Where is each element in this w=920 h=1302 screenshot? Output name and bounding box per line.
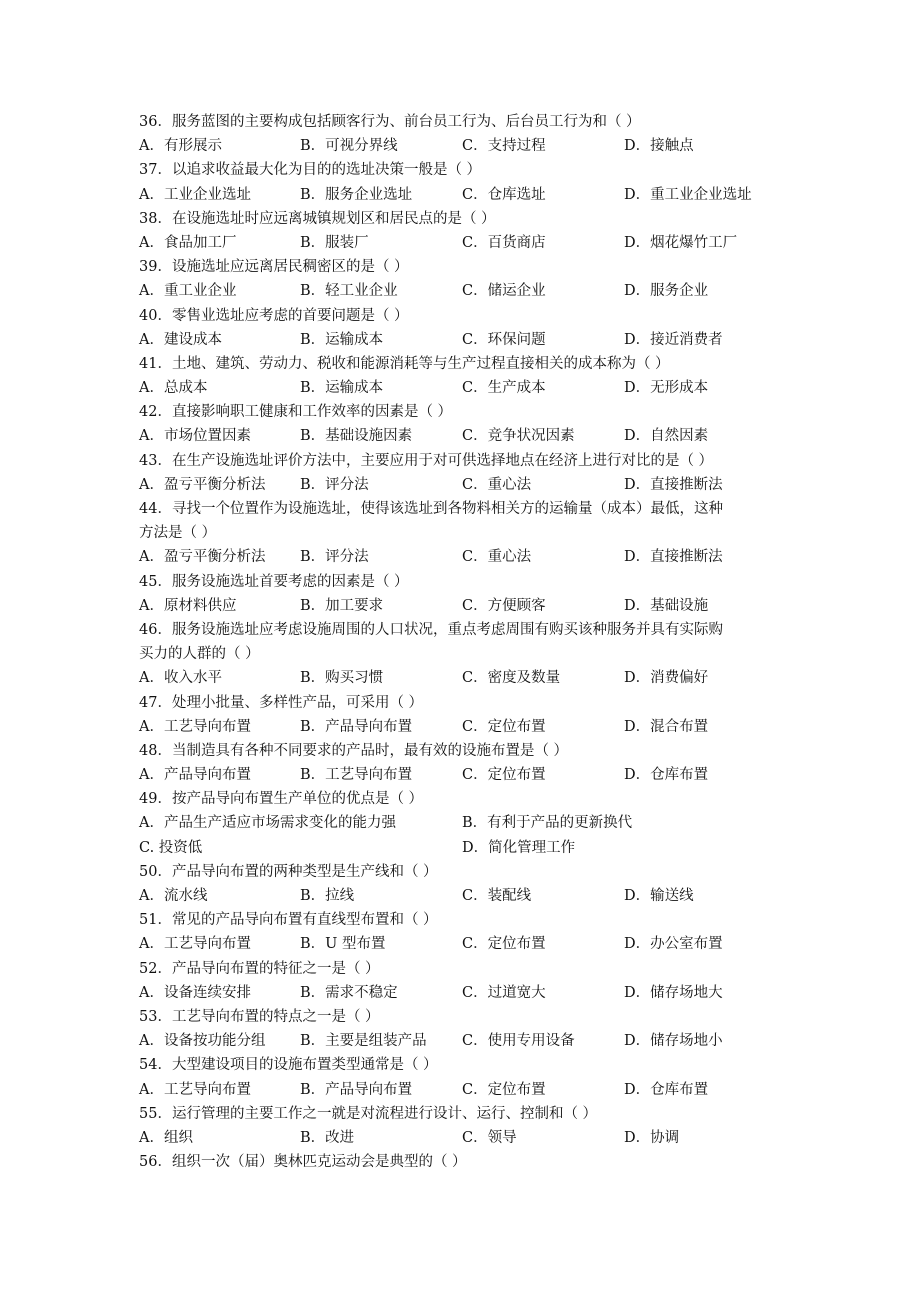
options-row xyxy=(139,376,789,400)
answer-option: C．定位布置 xyxy=(462,936,546,953)
answer-option: D．储存场地大 xyxy=(624,984,723,1001)
options-row xyxy=(139,1126,789,1150)
question-stem: 45．服务设施选址首要考虑的因素是（ ） xyxy=(139,573,409,590)
answer-option: A．产品导向布置 xyxy=(139,767,251,784)
answer-option: B．U 型布置 xyxy=(300,936,386,953)
options-row xyxy=(139,231,789,255)
answer-option: D．办公室布置 xyxy=(624,936,723,953)
answer-option: B．运输成本 xyxy=(300,331,384,348)
answer-option: C．环保问题 xyxy=(462,331,546,348)
answer-option: C．装配线 xyxy=(462,888,532,904)
answer-option: B．产品导向布置 xyxy=(300,718,413,735)
answer-option: C．百货商店 xyxy=(462,234,546,251)
answer-option: B．拉线 xyxy=(300,888,355,904)
answer-option: D．仓库布置 xyxy=(624,1081,709,1098)
answer-option: C．重心法 xyxy=(462,476,532,493)
answer-option: D．接近消费者 xyxy=(624,331,723,348)
answer-option: A．组织 xyxy=(139,1129,193,1146)
question-stem: 46．服务设施选址应考虑设施周围的人口状况，重点考虑周围有购买该种服务并具有实际购 xyxy=(139,621,723,638)
options-row xyxy=(139,473,789,497)
answer-option: A．原材料供应 xyxy=(139,597,237,614)
options-row xyxy=(139,279,789,303)
question-stem: 43．在生产设施选址评价方法中，主要应用于对可供选择地点在经济上进行对比的是（ ） xyxy=(139,452,714,469)
question-stem: 40．零售业选址应考虑的首要问题是（ ） xyxy=(139,307,409,324)
answer-option: A．市场位置因素 xyxy=(139,428,251,445)
answer-option: A．流水线 xyxy=(139,888,208,904)
answer-option: D．储存场地小 xyxy=(624,1033,723,1050)
answer-option: B．加工要求 xyxy=(300,597,384,614)
answer-option: B．购买习惯 xyxy=(300,670,384,687)
answer-option: A．工艺导向布置 xyxy=(139,936,251,953)
options-row xyxy=(139,545,789,569)
answer-option: A．重工业企业 xyxy=(139,283,237,300)
options-row xyxy=(139,1029,789,1053)
answer-option: C．领导 xyxy=(462,1129,517,1146)
answer-option: D．仓库布置 xyxy=(624,767,709,784)
question-stem: 37．以追求收益最大化为目的的选址决策一般是（ ） xyxy=(139,162,482,179)
answer-option: A．盈亏平衡分析法 xyxy=(139,476,266,493)
answer-option: A．设备按功能分组 xyxy=(139,1033,266,1050)
options-row xyxy=(139,884,789,908)
answer-option: B．主要是组装产品 xyxy=(300,1033,427,1050)
answer-option: C．密度及数量 xyxy=(462,670,561,687)
question-stem: 52．产品导向布置的特征之一是（ ） xyxy=(139,960,380,977)
answer-option: B．基础设施因素 xyxy=(300,428,413,445)
answer-option: B．服装厂 xyxy=(300,234,369,251)
question-stem-continued: 方法是（ ） xyxy=(139,525,217,542)
options-row xyxy=(139,666,789,690)
answer-option: D．输送线 xyxy=(624,888,694,904)
answer-option: D．直接推断法 xyxy=(624,476,723,493)
answer-option: D．重工业企业选址 xyxy=(624,186,752,203)
options-row xyxy=(139,183,789,207)
answer-option: C．生产成本 xyxy=(462,380,546,397)
answer-option: D．服务企业 xyxy=(624,283,709,300)
question-stem: 55．运行管理的主要工作之一就是对流程进行设计、运行、控制和（ ） xyxy=(139,1105,598,1122)
answer-option: D．协调 xyxy=(624,1129,680,1146)
answer-option: D．接触点 xyxy=(624,138,694,155)
options-row xyxy=(139,328,789,352)
answer-option: A．产品生产适应市场需求变化的能力强 xyxy=(139,815,396,832)
answer-option: C．过道宽大 xyxy=(462,984,546,1001)
answer-option: B．可视分界线 xyxy=(300,138,398,155)
answer-option: D．直接推断法 xyxy=(624,549,723,566)
answer-option: C．支持过程 xyxy=(462,138,546,155)
answer-option: C. 投资低 xyxy=(139,839,203,856)
answer-option: C．使用专用设备 xyxy=(462,1033,575,1050)
options-row xyxy=(139,811,789,835)
answer-option: D．无形成本 xyxy=(624,380,709,397)
question-stem: 48．当制造具有各种不同要求的产品时，最有效的设施布置是（ ） xyxy=(139,742,569,759)
question-stem: 51．常见的产品导向布置有直线型布置和（ ） xyxy=(139,912,438,929)
answer-option: B．评分法 xyxy=(300,549,369,566)
options-row xyxy=(139,1078,789,1102)
answer-option: A．工业企业选址 xyxy=(139,186,251,203)
question-stem: 56．组织一次（届）奥林匹克运动会是典型的（ ） xyxy=(139,1154,467,1171)
answer-option: D．自然因素 xyxy=(624,428,709,445)
answer-option: A．工艺导向布置 xyxy=(139,718,251,735)
answer-option: B．服务企业选址 xyxy=(300,186,413,203)
answer-option: C．仓库选址 xyxy=(462,186,546,203)
answer-option: B．改进 xyxy=(300,1129,355,1146)
options-row xyxy=(139,424,789,448)
answer-option: D．基础设施 xyxy=(624,597,709,614)
answer-option: C．定位布置 xyxy=(462,1081,546,1098)
question-stem: 49．按产品导向布置生产单位的优点是（ ） xyxy=(139,791,424,808)
answer-option: C．储运企业 xyxy=(462,283,546,300)
answer-option: B．需求不稳定 xyxy=(300,984,398,1001)
answer-option: D．简化管理工作 xyxy=(462,839,576,856)
question-stem: 50．产品导向布置的两种类型是生产线和（ ） xyxy=(139,863,438,880)
answer-option: B．评分法 xyxy=(300,476,369,493)
answer-option: C．重心法 xyxy=(462,549,532,566)
question-list xyxy=(139,110,789,1174)
answer-option: A．工艺导向布置 xyxy=(139,1081,251,1098)
answer-option: C．定位布置 xyxy=(462,767,546,784)
answer-option: A．盈亏平衡分析法 xyxy=(139,549,266,566)
options-row xyxy=(139,836,789,860)
question-stem: 38．在设施选址时应远离城镇规划区和居民点的是（ ） xyxy=(139,210,496,227)
answer-option: A．食品加工厂 xyxy=(139,234,237,251)
answer-option: A．总成本 xyxy=(139,380,208,397)
question-stem: 39．设施选址应远离居民稠密区的是（ ） xyxy=(139,259,409,276)
answer-option: A．收入水平 xyxy=(139,670,222,687)
options-row xyxy=(139,981,789,1005)
answer-option: B．有利于产品的更新换代 xyxy=(462,815,633,832)
answer-option: A．建设成本 xyxy=(139,331,222,348)
answer-option: B．运输成本 xyxy=(300,380,384,397)
answer-option: D．烟花爆竹工厂 xyxy=(624,234,738,251)
options-row xyxy=(139,932,789,956)
answer-option: B．产品导向布置 xyxy=(300,1081,413,1098)
question-stem: 41．土地、建筑、劳动力、税收和能源消耗等与生产过程直接相关的成本称为（ ） xyxy=(139,355,670,372)
options-row xyxy=(139,594,789,618)
answer-option: A．设备连续安排 xyxy=(139,984,251,1001)
answer-option: C．定位布置 xyxy=(462,718,546,735)
question-stem: 36．服务蓝图的主要构成包括顾客行为、前台员工行为、后台员工行为和（ ） xyxy=(139,114,641,130)
answer-option: B．轻工业企业 xyxy=(300,283,398,300)
answer-option: B．工艺导向布置 xyxy=(300,767,413,784)
options-row xyxy=(139,134,789,158)
question-stem: 53．工艺导向布置的特点之一是（ ） xyxy=(139,1008,380,1025)
question-stem: 44．寻找一个位置作为设施选址，使得该选址到各物料相关方的运输量（成本）最低，这种 xyxy=(139,501,723,517)
options-row xyxy=(139,763,789,787)
answer-option: D．混合布置 xyxy=(624,718,709,735)
question-stem: 54．大型建设项目的设施布置类型通常是（ ） xyxy=(139,1057,438,1074)
question-stem: 42．直接影响职工健康和工作效率的因素是（ ） xyxy=(139,404,453,421)
options-row xyxy=(139,715,789,739)
answer-option: C．方便顾客 xyxy=(462,597,546,614)
answer-option: C．竞争状况因素 xyxy=(462,428,575,445)
answer-option: A．有形展示 xyxy=(139,138,222,155)
question-stem: 47．处理小批量、多样性产品，可采用（ ） xyxy=(139,694,424,711)
question-stem-continued: 买力的人群的（ ） xyxy=(139,646,260,663)
answer-option: D．消费偏好 xyxy=(624,670,709,687)
